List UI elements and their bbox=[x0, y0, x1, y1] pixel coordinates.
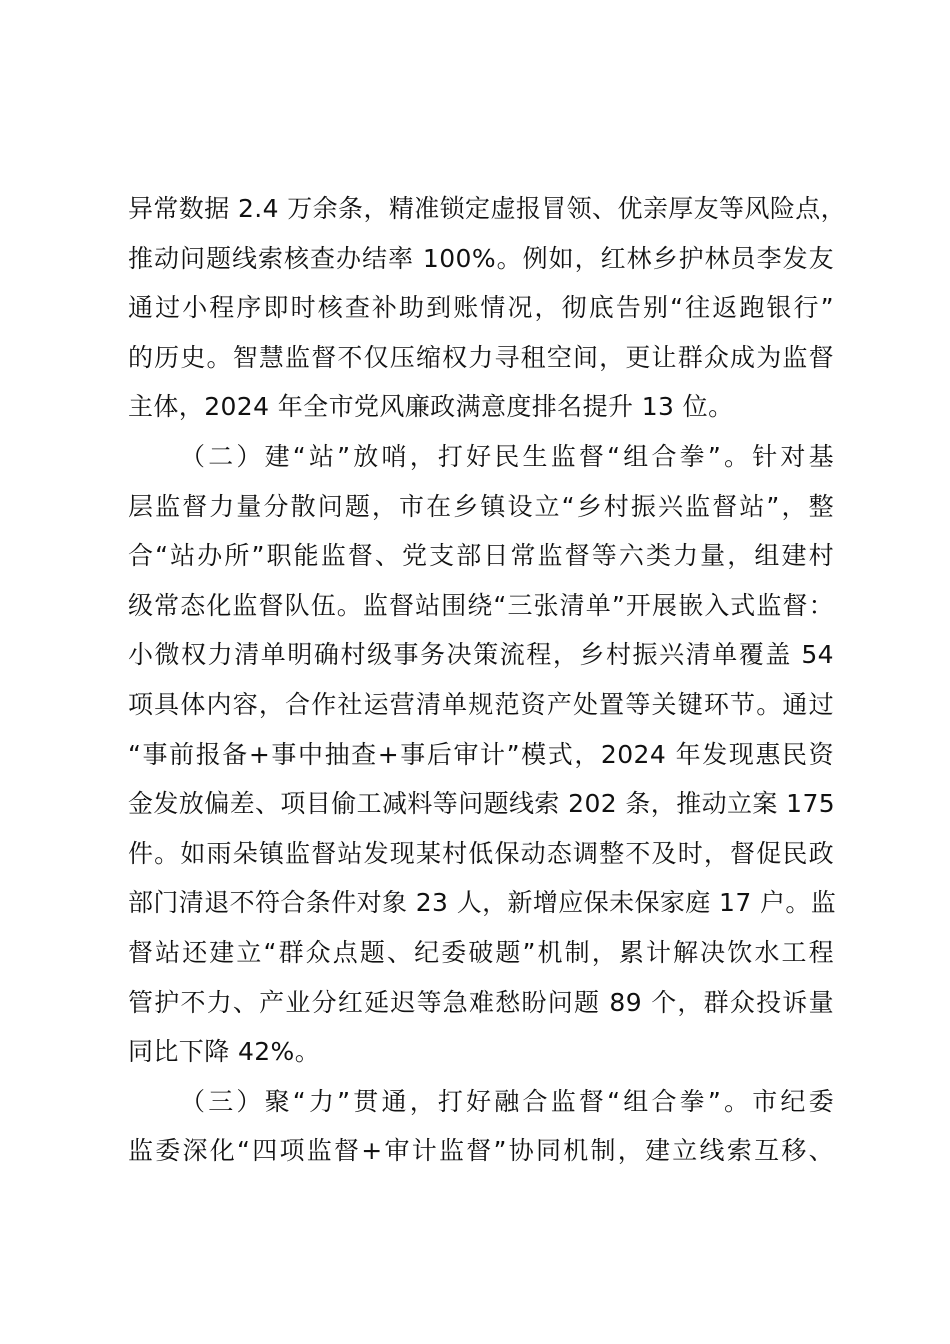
text-line-18: 同比下降 42%。 bbox=[128, 1037, 321, 1067]
text-line-20: 监委深化“四项监督+审计监督”协同机制，建立线索互移、 bbox=[128, 1136, 834, 1166]
text-line-13: 金发放偏差、项目偷工减料等问题线索 202 条，推动立案 175 bbox=[128, 789, 836, 819]
section-heading-2: （二）建“站”放哨，打好民生监督“组合拳”。针对基 bbox=[180, 441, 834, 471]
text-line-3: 通过小程序即时核查补助到账情况，彻底告别“往返跑银行” bbox=[128, 293, 834, 323]
text-line-4: 的历史。智慧监督不仅压缩权力寻租空间，更让群众成为监督 bbox=[128, 342, 834, 372]
text-line-5: 主体，2024 年全市党风廉政满意度排名提升 13 位。 bbox=[128, 392, 734, 422]
text-line-7: 层监督力量分散问题，市在乡镇设立“乡村振兴监督站”，整 bbox=[128, 491, 834, 521]
section-heading-3: （三）聚“力”贯通，打好融合监督“组合拳”。市纪委 bbox=[180, 1086, 834, 1116]
text-line-11: 项具体内容，合作社运营清单规范资产处置等关键环节。通过 bbox=[128, 689, 834, 719]
text-line-17: 管护不力、产业分红延迟等急难愁盼问题 89 个，群众投诉量 bbox=[128, 987, 834, 1017]
text-line-8: 合“站办所”职能监督、党支部日常监督等六类力量，组建村 bbox=[128, 541, 834, 571]
text-line-16: 督站还建立“群众点题、纪委破题”机制，累计解决饮水工程 bbox=[128, 937, 834, 967]
text-line-1: 异常数据 2.4 万余条，精准锁定虚报冒领、优亲厚友等风险点， bbox=[128, 194, 847, 223]
text-line-9: 级常态化监督队伍。监督站围绕“三张清单”开展嵌入式监督： bbox=[128, 590, 834, 620]
text-line-10: 小微权力清单明确村级事务决策流程，乡村振兴清单覆盖 54 bbox=[128, 640, 834, 670]
text-line-12: “事前报备+事中抽查+事后审计”模式，2024 年发现惠民资 bbox=[128, 739, 834, 769]
document-body bbox=[128, 184, 847, 1176]
text-line-2: 推动问题线索核查办结率 100%。例如，红林乡护林员李发友 bbox=[128, 243, 834, 273]
text-line-15: 部门清退不符合条件对象 23 人，新增应保未保家庭 17 户。监 bbox=[128, 888, 837, 918]
text-line-14: 件。如雨朵镇监督站发现某村低保动态调整不及时，督促民政 bbox=[128, 838, 834, 868]
